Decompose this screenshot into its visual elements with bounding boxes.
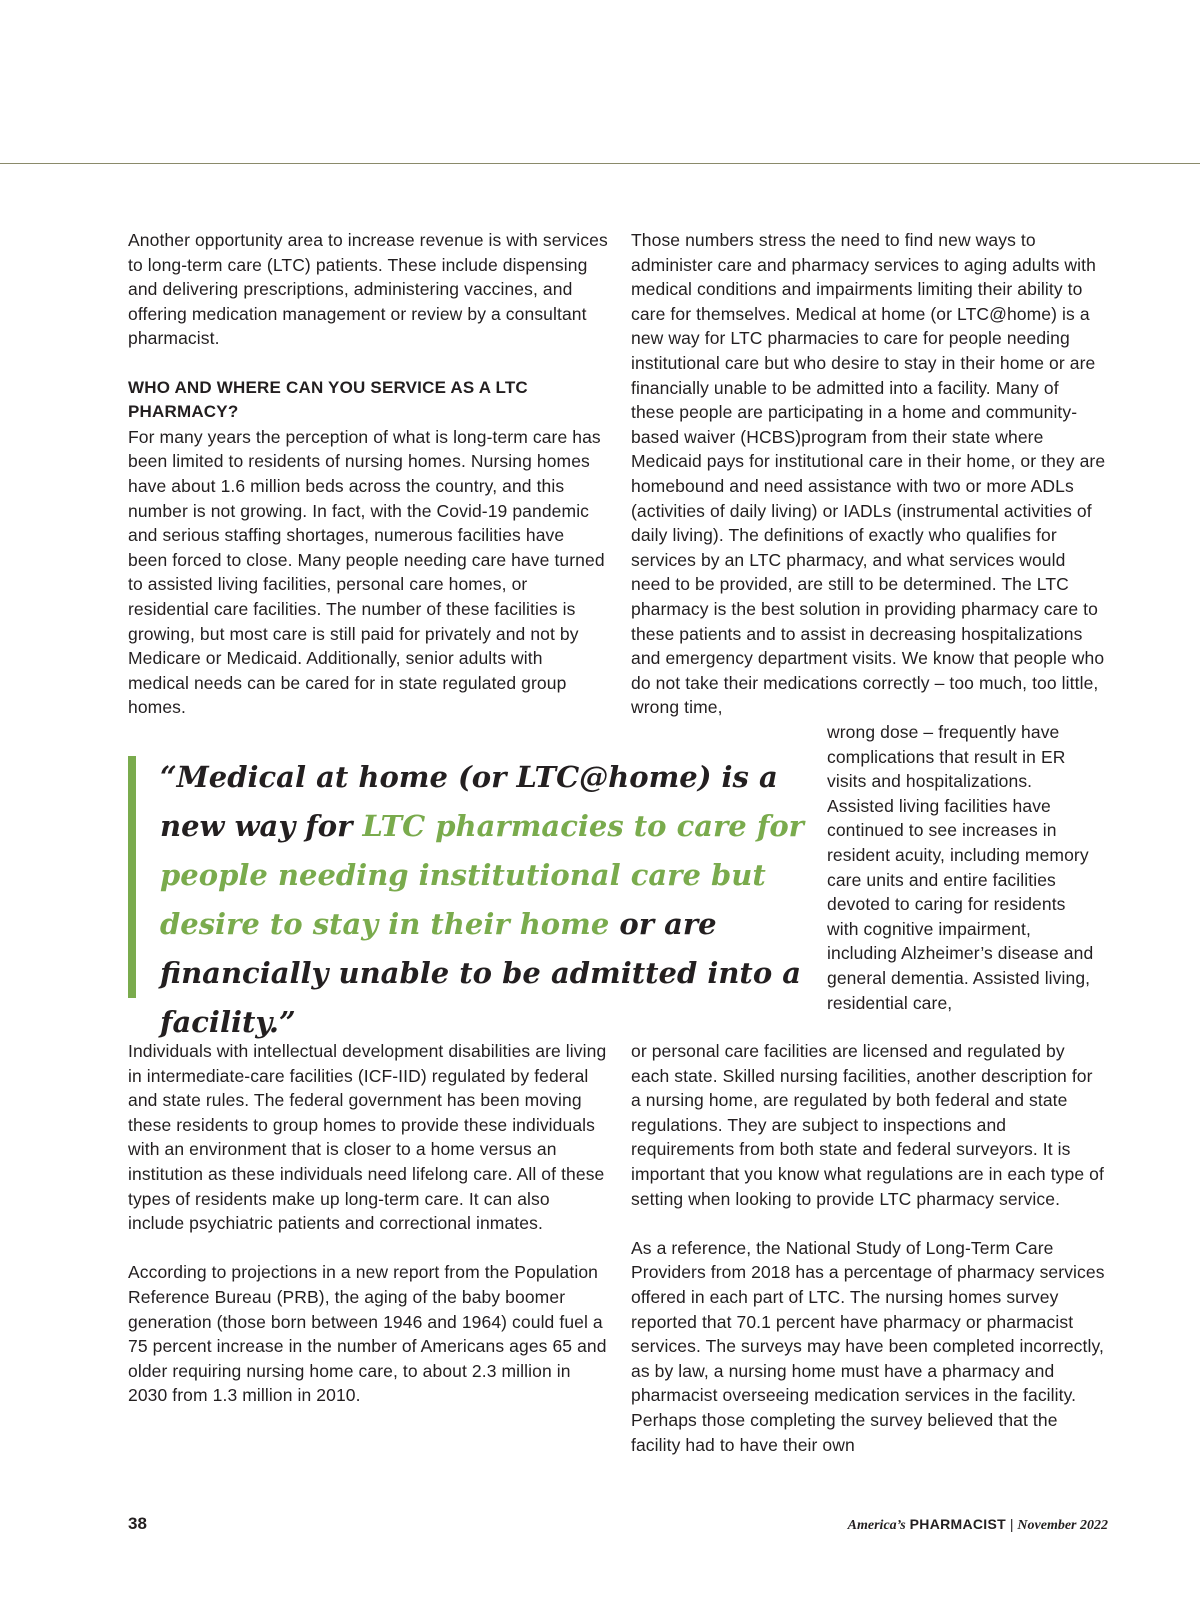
pullquote	[160, 753, 810, 1047]
pullquote-text: “Medical at home (or LTC@home) is a new way for	[160, 760, 778, 843]
issue-date: November 2022	[1017, 1518, 1108, 1533]
paragraph: or personal care facilities are licensed and regulated by each state. Skilled nursing facilities, another description for a nursing home, are regulated by both federal and state regulations. They are subject to inspections and requirements from both state and federal surveyors. It is important that you know what regulations are in each type of setting when looking to provide LTC pharmacy service.	[631, 1041, 1104, 1209]
right-column-bottom	[631, 1039, 1106, 1457]
paragraph: As a reference, the National Study of Long-Term Care Providers from 2018 has a percentage of pharmacy services offered in each part of LTC. The nursing homes survey reported that 70.1 percent have pharmacy or pharmacist services. The surveys may have been completed incorrectly, as by law, a nursing home must have a pharmacy and pharmacist overseeing medication services in the facility. Perhaps those completing the survey believed that the facility had to have their own	[631, 1237, 1105, 1455]
paragraph: According to projections in a new report from the Population Reference Bureau (PRB), the aging of the baby boomer generation (those born between 1946 and 1964) could fuel a 75 percent increase in the number of Americans ages 65 and older requiring nursing home care, to about 2.3 million in 2030 from 1.3 million in 2010.	[128, 1262, 607, 1406]
paragraph: For many years the perception of what is long-term care has been limited to residents of nursing homes. Nursing homes have about 1.6 million beds across the country, and this number is not growing. In fact, with the Covid-19 pandemic and serious staffing shortages, numerous facilities have been forced to close. Many people needing care have turned to assisted living facilities, personal care homes, or residential care facilities. The number of these facilities is growing, but most care is still paid for privately and not by Medicare or Medicaid. Additionally, senior adults with medical needs can be cared for in state regulated group homes.	[128, 426, 605, 718]
pullquote-bar	[128, 756, 136, 998]
magazine-name: PHARMACIST	[909, 1516, 1006, 1532]
pullquote-text: or are financially unable to be admitted into a facility.”	[160, 907, 802, 1039]
footer-separator: |	[1009, 1516, 1014, 1532]
paragraph: Assisted living facilities have continued to see increases in resident acuity, including memory care units and entire facilities devoted to caring for residents with cognitive impairment, including Alzheimer’s disease and general dementia. Assisted living, residential care,	[827, 795, 1094, 1013]
paragraph: wrong dose – frequently have complications that result in ER visits and hospitalizations.	[827, 722, 1066, 792]
left-column-top	[128, 228, 608, 720]
header-rule	[0, 163, 1200, 164]
section-heading: WHO AND WHERE CAN YOU SERVICE AS A LTC PHARMACY?	[128, 377, 528, 422]
magazine-footer	[848, 1516, 1108, 1534]
paragraph: Those numbers stress the need to find new ways to administer care and pharmacy services to aging adults with medical conditions and impairments limiting their ability to care for themselves. Medical at home (or LTC@home) is a new way for LTC pharmacies to care for people needing institutional care but who desire to stay in their home or are financially unable to be admitted into a facility. Many of these people are participating in a home and community-based waiver (HCBS)program from their state where Medicaid pays for institutional care in their home, or they are homebound and need assistance with two or more ADLs (activities of daily living) or IADLs (instrumental activities of daily living). The definitions of exactly who qualifies for services by an LTC pharmacy, and what services would need to be provided, are still to be determined. The LTC pharmacy is the best solution in providing pharmacy care to these patients and to assist in decreasing hospitalizations and emergency department visits. We know that people who do not take their medications correctly – too much, too little, wrong time,	[631, 230, 1106, 718]
pullquote-highlight: LTC pharmacies to care for people needing institutional care but desire to stay in their home	[160, 809, 804, 941]
magazine-name-italic: America’s	[847, 1518, 906, 1533]
paragraph: Another opportunity area to increase revenue is with services to long-term care (LTC) patients. These include dispensing and delivering prescriptions, administering vaccines, and offering medication management or review by a consultant pharmacist.	[128, 230, 608, 349]
page-number: 38	[128, 1514, 147, 1533]
paragraph: Individuals with intellectual development disabilities are living in intermediate-care facilities (ICF-IID) regulated by federal and state rules. The federal government has been moving these residents to group homes to provide these individuals with an environment that is closer to a home versus an institution as these individuals need lifelong care. All of these types of residents make up long-term care. It can also include psychiatric patients and correctional inmates.	[128, 1041, 607, 1234]
left-column-bottom	[128, 1039, 608, 1408]
right-column-narrow	[827, 720, 1097, 1015]
right-column-top	[631, 228, 1106, 720]
